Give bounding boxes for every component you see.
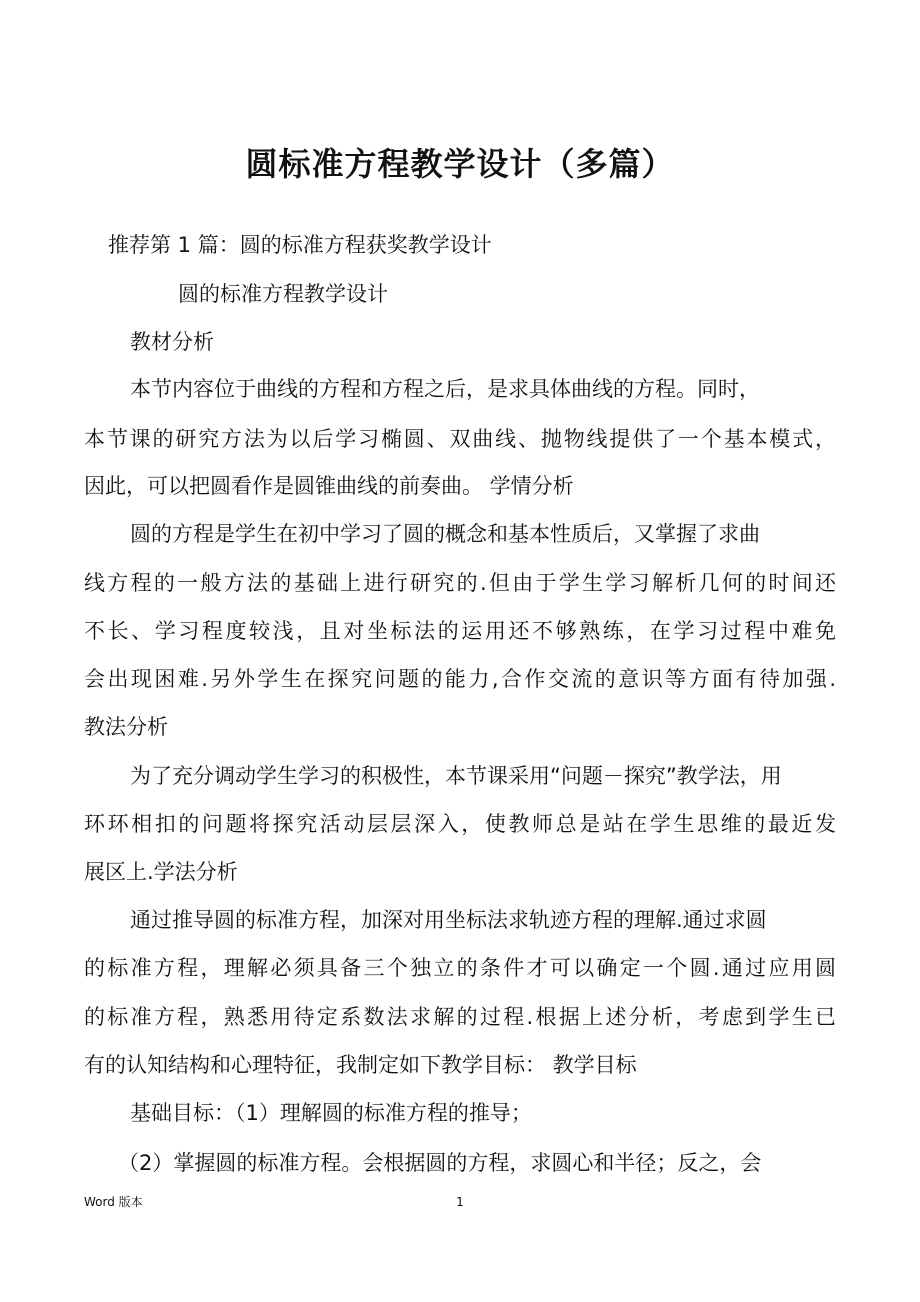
text-line: （2）掌握圆的标准方程。会根据圆的方程，求圆心和半径；反之，会 — [118, 1151, 762, 1175]
text-line: 圆的方程是学生在初中学习了圆的概念和基本性质后，又掌握了求曲 — [130, 522, 760, 546]
recommendation-heading: 推荐第 1 篇：圆的标准方程获奖教学设计 — [108, 233, 492, 257]
text-line: 通过推导圆的标准方程，加深对用坐标法求轨迹方程的理解.通过求圆 — [130, 908, 767, 932]
text-line: 有的认知结构和心理特征，我制定如下教学目标： 教学目标 — [84, 1053, 637, 1077]
section-heading: 教法分析 — [84, 715, 168, 739]
document-title: 圆标准方程教学设计（多篇） — [245, 145, 675, 183]
text-line: 的标准方程，理解必须具备三个独立的条件才可以确定一个圆.通过应用圆 — [84, 956, 836, 980]
footer-label: Word 版本 — [84, 1195, 143, 1209]
page-number: 1 — [456, 1195, 464, 1209]
section-heading: 教材分析 — [130, 330, 214, 354]
text-line: 线方程的一般方法的基础上进行研究的.但由于学生学习解析几何的时间还 — [84, 571, 836, 595]
text-line: 本节课的研究方法为以后学习椭圆、双曲线、抛物线提供了一个基本模式， — [84, 427, 836, 451]
text-line: 环环相扣的问题将探究活动层层深入，使教师总是站在学生思维的最近发 — [84, 812, 836, 836]
text-line: 基础目标：（1）理解圆的标准方程的推导； — [130, 1101, 532, 1125]
text-line: 不长、学习程度较浅，且对坐标法的运用还不够熟练，在学习过程中难免 — [84, 619, 836, 643]
text-line: 本节内容位于曲线的方程和方程之后，是求具体曲线的方程。同时， — [130, 377, 760, 401]
text-line: 会出现困难.另外学生在探究问题的能力,合作交流的意识等方面有待加强. — [84, 667, 836, 691]
text-line: 的标准方程，熟悉用待定系数法求解的过程.根据上述分析，考虑到学生已 — [84, 1005, 836, 1029]
subtitle: 圆的标准方程教学设计 — [178, 282, 388, 306]
text-line: 因此，可以把圆看作是圆锥曲线的前奏曲。 学情分析 — [84, 474, 574, 498]
text-line: 为了充分调动学生学习的积极性，本节课采用“问题－探究”教学法，用 — [130, 764, 782, 788]
text-line: 展区上.学法分析 — [84, 860, 238, 884]
